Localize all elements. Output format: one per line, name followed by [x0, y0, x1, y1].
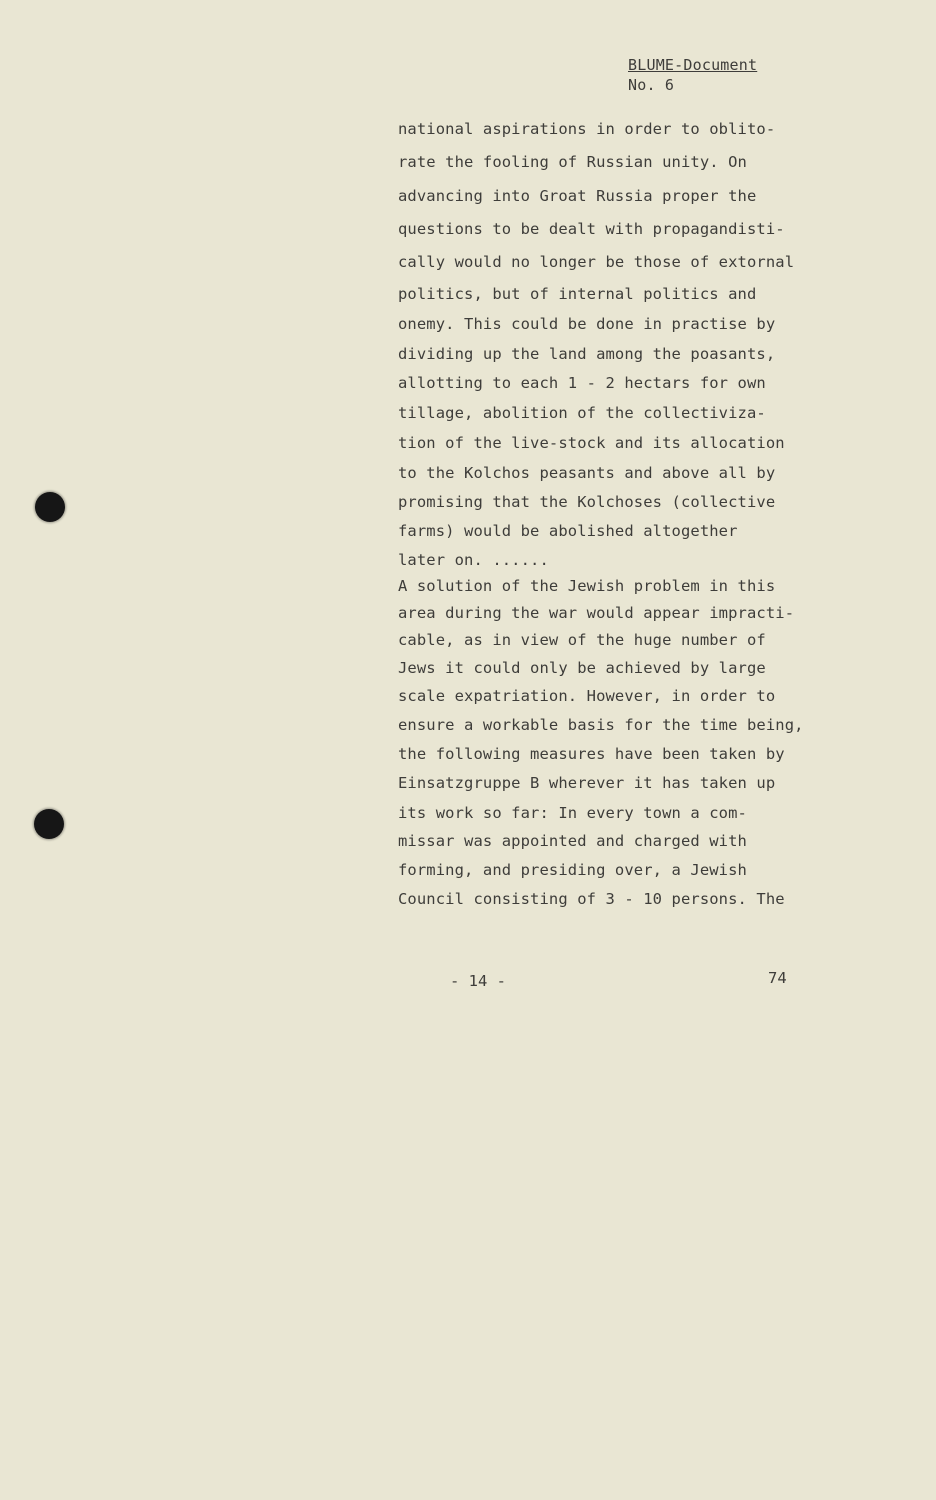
text-line: A solution of the Jewish problem in this: [398, 577, 776, 595]
text-line: ensure a workable basis for the time being,: [398, 716, 804, 734]
text-line: advancing into Groat Russia proper the: [398, 187, 757, 205]
document-page-number: 74: [768, 969, 787, 987]
text-line: its work so far: In every town a com-: [398, 804, 747, 822]
text-line: dividing up the land among the poasants,: [398, 345, 776, 363]
text-line: Einsatzgruppe B wherever it has taken up: [398, 774, 776, 792]
text-line: rate the fooling of Russian unity. On: [398, 153, 747, 171]
text-line: area during the war would appear impracti-: [398, 604, 795, 622]
text-line: national aspirations in order to oblito-: [398, 120, 776, 138]
text-line: cable, as in view of the huge number of: [398, 631, 766, 649]
text-line: cally would no longer be those of extornal: [398, 253, 795, 271]
punch-hole: [35, 492, 65, 522]
document-title: BLUME-Document: [628, 56, 758, 74]
text-line: the following measures have been taken by: [398, 745, 785, 763]
punch-hole: [34, 809, 64, 839]
text-line: to the Kolchos peasants and above all by: [398, 464, 776, 482]
text-line: tion of the live-stock and its allocation: [398, 434, 785, 452]
text-line: allotting to each 1 - 2 hectars for own: [398, 374, 766, 392]
text-line: questions to be dealt with propagandisti-: [398, 220, 785, 238]
text-line: forming, and presiding over, a Jewish: [398, 861, 747, 879]
text-line: Council consisting of 3 - 10 persons. The: [398, 890, 785, 908]
text-line: tillage, abolition of the collectiviza-: [398, 404, 766, 422]
document-header: [628, 55, 757, 95]
text-line: scale expatriation. However, in order to: [398, 687, 776, 705]
text-line: promising that the Kolchoses (collective: [398, 493, 776, 511]
text-line: farms) would be abolished altogether: [398, 522, 738, 540]
document-number: No. 6: [628, 76, 675, 94]
text-line: later on. ......: [398, 551, 549, 569]
text-line: Jews it could only be achieved by large: [398, 659, 766, 677]
text-line: politics, but of internal politics and: [398, 285, 757, 303]
text-line: missar was appointed and charged with: [398, 832, 747, 850]
page-number: - 14 -: [450, 972, 506, 990]
text-line: onemy. This could be done in practise by: [398, 315, 776, 333]
